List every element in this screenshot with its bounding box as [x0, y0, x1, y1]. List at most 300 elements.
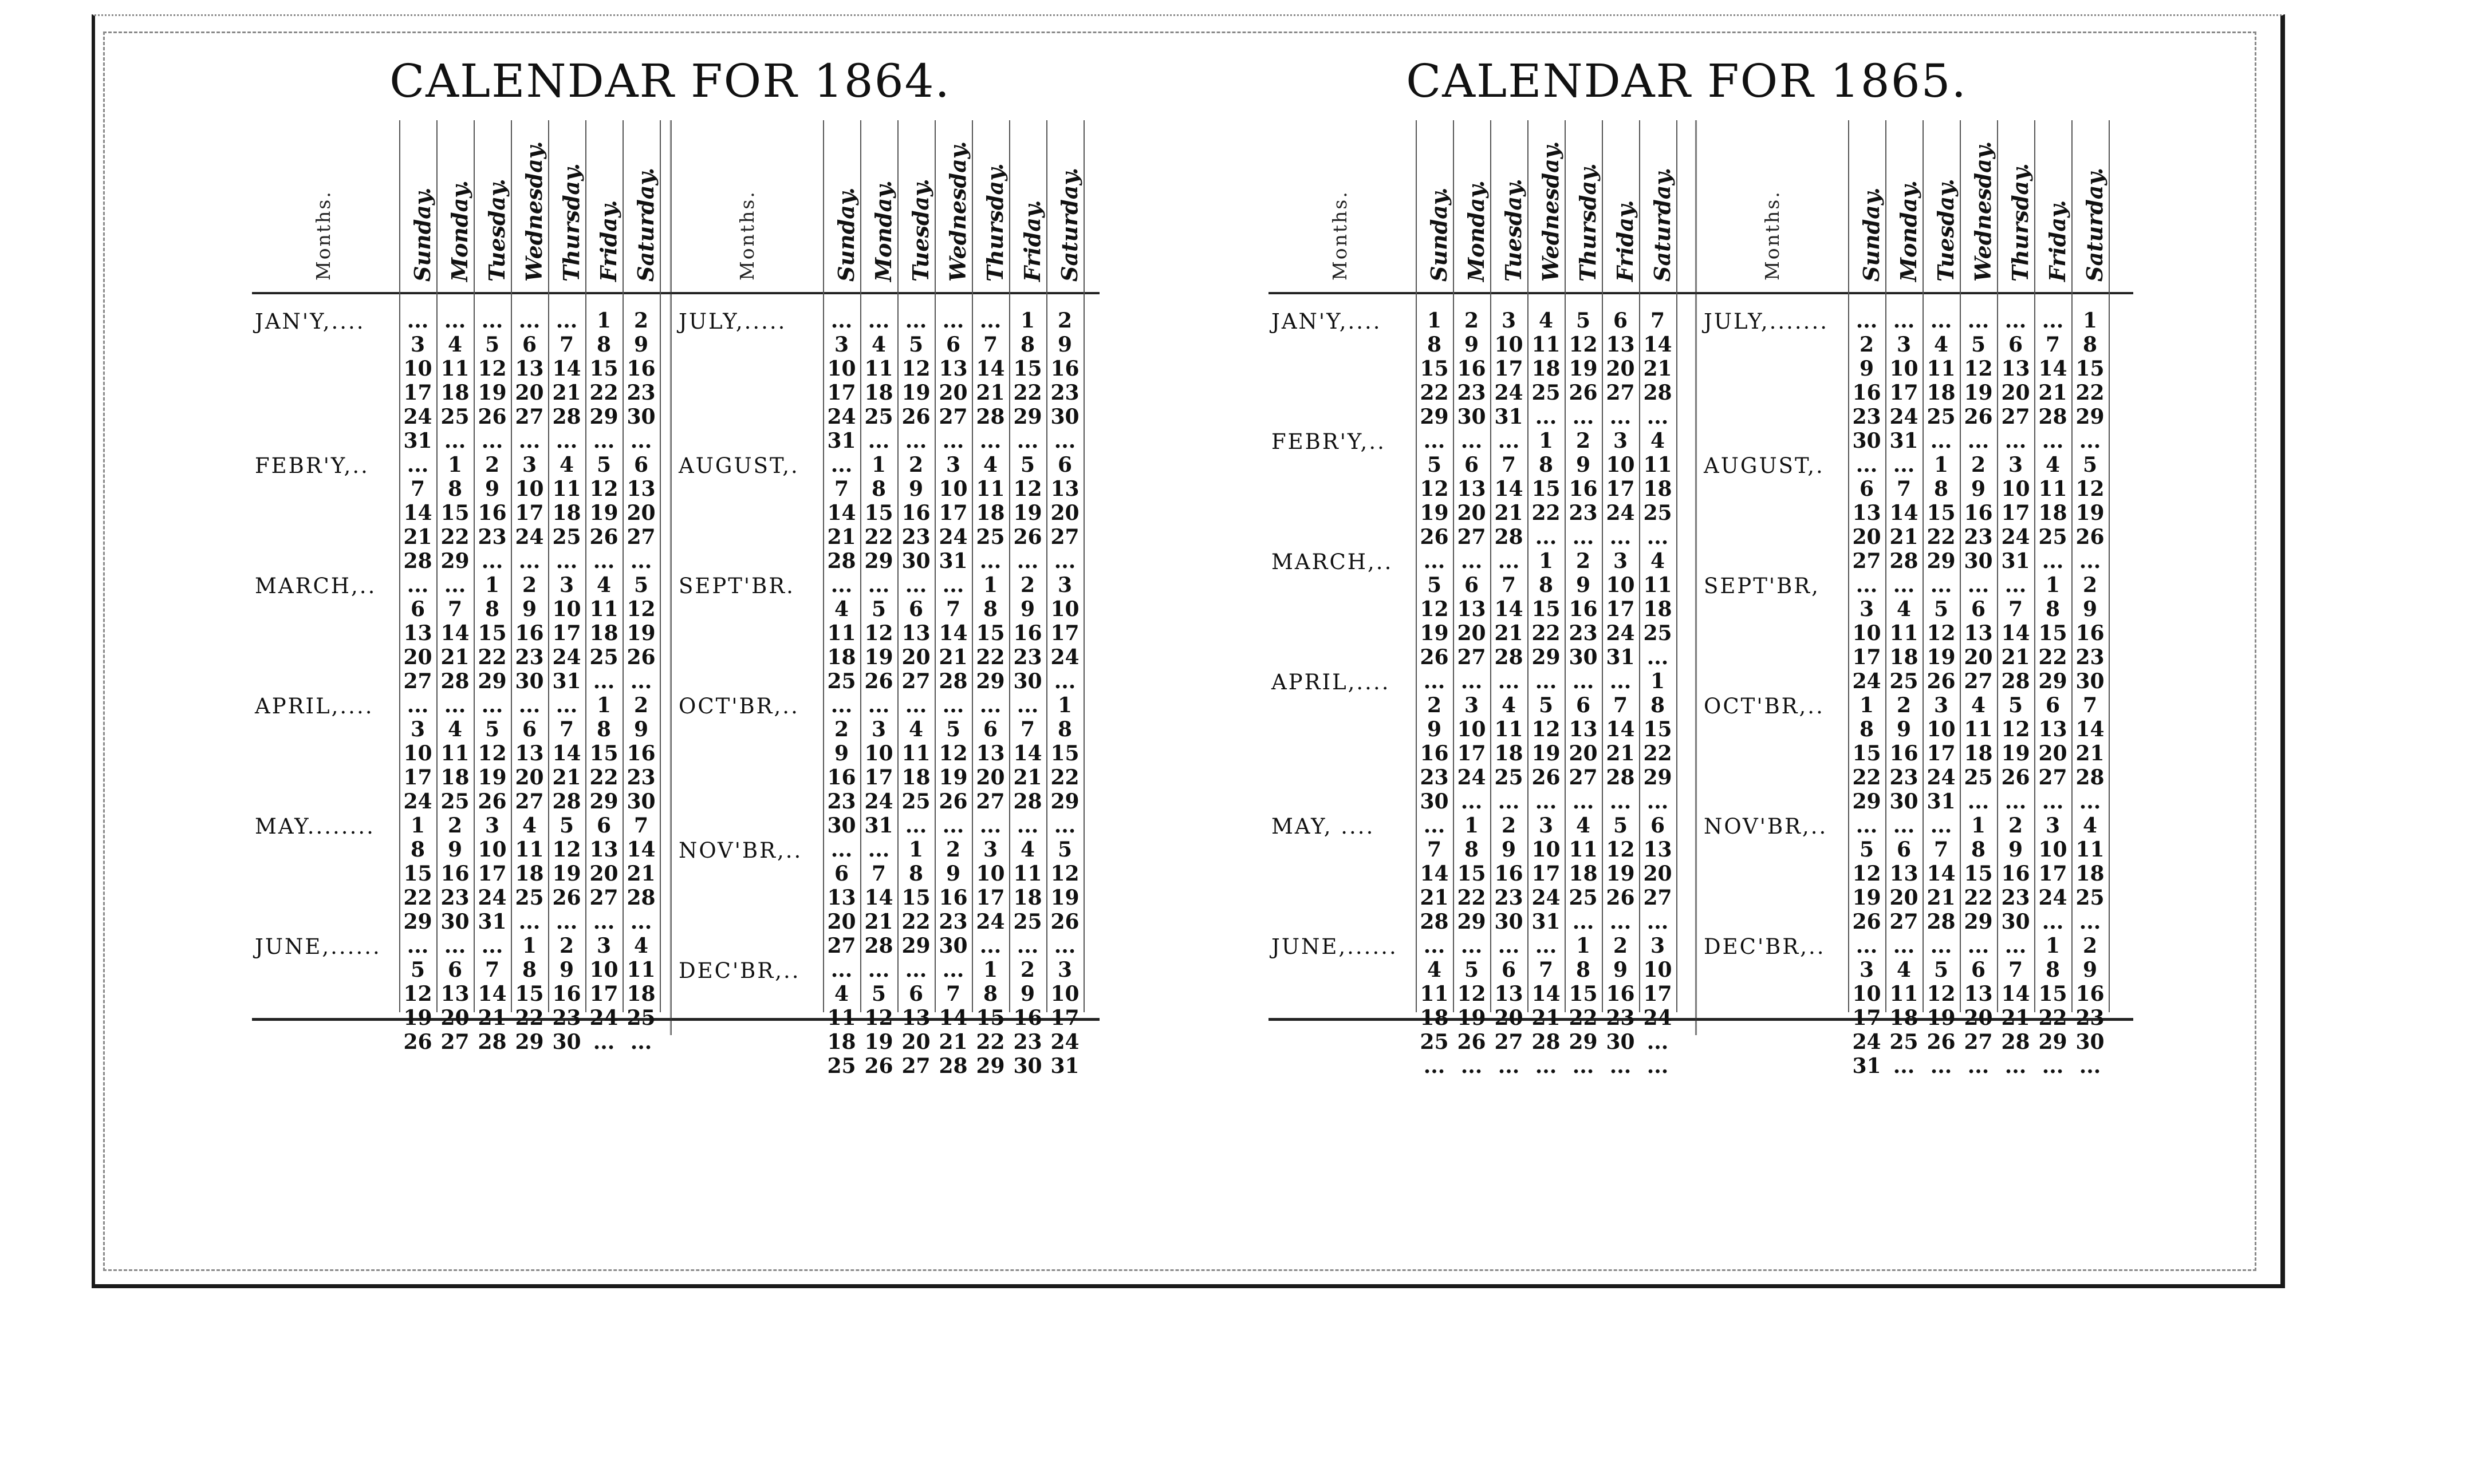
day-cell: 26: [1457, 1030, 1486, 1054]
day-cell: 13: [1494, 982, 1523, 1006]
day-cell: ...: [481, 549, 503, 573]
day-cell: 24: [827, 405, 856, 429]
day-cell: ...: [1856, 814, 1878, 838]
day-cell: 7: [633, 814, 649, 838]
day-cell: 27: [939, 405, 968, 429]
day-cell: 26: [1013, 525, 1042, 549]
day-cell: 7: [559, 333, 574, 357]
day-cell: ...: [1609, 790, 1632, 814]
day-cell: 17: [1050, 1006, 1080, 1030]
day-cell: 22: [864, 525, 893, 549]
day-cell: 10: [1050, 982, 1080, 1006]
day-cell: 2: [1464, 309, 1479, 333]
day-cell: 3: [1859, 958, 1874, 982]
day-cell: 23: [1457, 381, 1486, 405]
column-divider: [1084, 120, 1085, 1012]
day-cell: ...: [1572, 525, 1594, 549]
day-cell: 31: [552, 669, 581, 693]
day-cell: 15: [1420, 357, 1449, 381]
day-cell: 22: [589, 381, 618, 405]
day-header: Monday.: [447, 180, 472, 282]
day-cell: 18: [1494, 741, 1523, 765]
day-cell: 5: [1538, 693, 1554, 717]
day-cell: ...: [2042, 309, 2064, 333]
day-cell: ...: [1967, 790, 1990, 814]
day-cell: 25: [1494, 765, 1523, 790]
day-cell: 7: [1933, 838, 1949, 862]
day-cell: ...: [1535, 790, 1557, 814]
day-cell: 28: [552, 790, 581, 814]
day-cell: 28: [1889, 549, 1918, 573]
day-cell: 1: [447, 453, 463, 477]
day-cell: 11: [1494, 717, 1523, 741]
day-cell: 10: [939, 477, 968, 501]
day-cell: 21: [1494, 621, 1523, 645]
day-cell: 25: [1889, 669, 1918, 693]
day-cell: 1: [410, 814, 426, 838]
day-cell: 24: [1606, 501, 1635, 525]
day-cell: 31: [1606, 645, 1635, 669]
day-cell: 24: [552, 645, 581, 669]
day-cell: 25: [627, 1006, 656, 1030]
day-cell: ...: [942, 573, 964, 597]
day-cell: 6: [1057, 453, 1073, 477]
day-cell: 25: [515, 886, 544, 910]
day-cell: 12: [1606, 838, 1635, 862]
day-cell: 2: [1613, 934, 1628, 958]
day-cell: ...: [1054, 934, 1076, 958]
day-cell: 4: [447, 717, 463, 741]
day-cell: 19: [478, 381, 507, 405]
day-cell: 14: [939, 1006, 968, 1030]
day-cell: ...: [630, 429, 652, 453]
day-cell: 2: [633, 309, 649, 333]
day-cell: 30: [827, 814, 856, 838]
day-cell: 10: [1889, 357, 1918, 381]
day-cell: 27: [1889, 910, 1918, 934]
day-cell: 20: [1964, 645, 1993, 669]
day-cell: 9: [834, 741, 849, 765]
day-cell: 19: [1420, 621, 1449, 645]
day-cell: 31: [1531, 910, 1561, 934]
month-name: DEC'BR,..: [1704, 934, 1826, 959]
day-cell: 11: [440, 357, 470, 381]
day-cell: 10: [552, 597, 581, 621]
day-cell: ...: [1967, 934, 1990, 958]
day-cell: 1: [1057, 693, 1073, 717]
day-cell: 6: [1650, 814, 1665, 838]
day-cell: 9: [1575, 453, 1591, 477]
day-cell: ...: [979, 693, 1002, 717]
day-cell: 20: [2038, 741, 2067, 765]
day-cell: 5: [1933, 597, 1949, 621]
day-cell: 3: [983, 838, 998, 862]
day-cell: 17: [939, 501, 968, 525]
day-cell: 8: [2045, 597, 2061, 621]
day-cell: 12: [864, 621, 893, 645]
day-cell: 24: [1050, 645, 1080, 669]
day-cell: 12: [627, 597, 656, 621]
day-cell: 23: [2075, 1006, 2105, 1030]
day-header: Monday.: [1896, 180, 1921, 282]
day-cell: 11: [1643, 573, 1672, 597]
day-cell: 22: [976, 1030, 1005, 1054]
day-cell: 12: [1050, 862, 1080, 886]
month-name: MARCH,..: [255, 574, 377, 598]
day-cell: 25: [2075, 886, 2105, 910]
day-cell: ...: [2004, 573, 2027, 597]
day-cell: 27: [976, 790, 1005, 814]
month-name: MAY, ....: [1271, 814, 1375, 839]
day-cell: ...: [979, 429, 1002, 453]
day-cell: 27: [1494, 1030, 1523, 1054]
day-cell: 20: [1643, 862, 1672, 886]
half-separator: [670, 120, 672, 1035]
day-cell: ...: [1535, 405, 1557, 429]
day-cell: 16: [2075, 982, 2105, 1006]
day-cell: 30: [627, 790, 656, 814]
day-cell: 7: [1613, 693, 1628, 717]
day-cell: 11: [827, 1006, 856, 1030]
day-cell: 8: [1464, 838, 1479, 862]
day-header: Sunday.: [833, 187, 859, 282]
day-cell: 22: [440, 525, 470, 549]
day-cell: 1: [2045, 934, 2061, 958]
day-cell: 9: [1896, 717, 1912, 741]
day-cell: 13: [403, 621, 432, 645]
day-cell: 21: [1494, 501, 1523, 525]
day-cell: 7: [946, 597, 961, 621]
day-cell: 12: [1964, 357, 1993, 381]
day-cell: 14: [478, 982, 507, 1006]
day-header: Tuesday.: [908, 178, 933, 282]
day-cell: 17: [1050, 621, 1080, 645]
month-name: JULY,.......: [1704, 309, 1829, 334]
day-cell: 4: [983, 453, 998, 477]
day-cell: 25: [1569, 886, 1598, 910]
day-header: Monday.: [870, 180, 896, 282]
day-cell: 3: [1650, 934, 1665, 958]
day-cell: 22: [1013, 381, 1042, 405]
day-cell: 23: [627, 765, 656, 790]
day-cell: 17: [552, 621, 581, 645]
day-cell: 22: [589, 765, 618, 790]
day-cell: 4: [908, 717, 924, 741]
day-cell: ...: [868, 309, 890, 333]
day-cell: 21: [2001, 1006, 2030, 1030]
day-cell: 26: [1420, 645, 1449, 669]
day-cell: 5: [1933, 958, 1949, 982]
day-cell: 10: [1852, 982, 1881, 1006]
day-cell: ...: [942, 814, 964, 838]
day-cell: ...: [1054, 429, 1076, 453]
day-cell: ...: [1017, 693, 1039, 717]
day-cell: 11: [864, 357, 893, 381]
day-cell: 13: [827, 886, 856, 910]
day-cell: 21: [1927, 886, 1956, 910]
day-cell: ...: [1646, 790, 1669, 814]
day-cell: 19: [627, 621, 656, 645]
day-cell: ...: [630, 669, 652, 693]
day-cell: 18: [552, 501, 581, 525]
day-cell: 19: [864, 645, 893, 669]
day-cell: 1: [983, 573, 998, 597]
day-cell: 15: [1013, 357, 1042, 381]
day-cell: 26: [864, 1054, 893, 1078]
day-cell: 4: [1896, 958, 1912, 982]
day-cell: 12: [1457, 982, 1486, 1006]
day-cell: 17: [1606, 477, 1635, 501]
day-cell: 3: [596, 934, 612, 958]
day-cell: ...: [1423, 814, 1445, 838]
day-cell: 9: [1057, 333, 1073, 357]
day-cell: 8: [1538, 573, 1554, 597]
day-cell: 4: [2082, 814, 2098, 838]
day-cell: 29: [403, 910, 432, 934]
day-cell: 27: [515, 790, 544, 814]
day-cell: 16: [552, 982, 581, 1006]
day-cell: 9: [1971, 477, 1986, 501]
day-cell: ...: [481, 934, 503, 958]
day-cell: 1: [983, 958, 998, 982]
day-cell: 29: [1852, 790, 1881, 814]
day-cell: ...: [905, 573, 927, 597]
day-cell: 19: [1606, 862, 1635, 886]
day-cell: 14: [1494, 477, 1523, 501]
day-cell: 18: [1643, 477, 1672, 501]
day-cell: 14: [552, 741, 581, 765]
day-cell: 22: [478, 645, 507, 669]
day-cell: 8: [983, 982, 998, 1006]
day-cell: 11: [1643, 453, 1672, 477]
day-cell: 29: [2075, 405, 2105, 429]
day-cell: 30: [1420, 790, 1449, 814]
day-cell: 4: [1427, 958, 1442, 982]
day-cell: 6: [2008, 333, 2023, 357]
day-cell: ...: [1893, 309, 1915, 333]
day-cell: 31: [864, 814, 893, 838]
day-cell: 4: [1538, 309, 1554, 333]
day-cell: 6: [908, 982, 924, 1006]
day-cell: 26: [1927, 1030, 1956, 1054]
day-cell: 17: [403, 765, 432, 790]
day-cell: 13: [1457, 597, 1486, 621]
day-cell: 29: [440, 549, 470, 573]
day-cell: 16: [1013, 1006, 1042, 1030]
day-cell: 17: [1852, 645, 1881, 669]
day-cell: 22: [515, 1006, 544, 1030]
day-cell: 25: [1889, 1030, 1918, 1054]
day-cell: 22: [901, 910, 931, 934]
day-cell: ...: [1930, 1054, 1952, 1078]
day-cell: 30: [1889, 790, 1918, 814]
day-cell: 13: [1457, 477, 1486, 501]
day-cell: 4: [1575, 814, 1591, 838]
day-cell: 3: [522, 453, 537, 477]
day-cell: 30: [1013, 1054, 1042, 1078]
day-cell: 2: [1575, 549, 1591, 573]
day-cell: 7: [447, 597, 463, 621]
day-cell: 9: [1501, 838, 1516, 862]
day-cell: 3: [484, 814, 500, 838]
day-cell: 16: [1569, 477, 1598, 501]
day-cell: 19: [552, 862, 581, 886]
day-cell: 6: [1464, 573, 1479, 597]
day-cell: 29: [1964, 910, 1993, 934]
day-cell: 2: [946, 838, 961, 862]
day-cell: 10: [515, 477, 544, 501]
day-cell: ...: [979, 934, 1002, 958]
day-cell: 29: [478, 669, 507, 693]
day-cell: 26: [478, 405, 507, 429]
day-cell: ...: [2079, 790, 2101, 814]
day-cell: 29: [976, 1054, 1005, 1078]
day-cell: ...: [1856, 934, 1878, 958]
day-cell: 4: [522, 814, 537, 838]
day-cell: 16: [1606, 982, 1635, 1006]
day-cell: 10: [403, 357, 432, 381]
day-cell: 14: [1889, 501, 1918, 525]
day-cell: 23: [901, 525, 931, 549]
day-cell: 9: [2082, 958, 2098, 982]
day-cell: 11: [1569, 838, 1598, 862]
day-cell: 2: [1501, 814, 1516, 838]
day-cell: 18: [440, 381, 470, 405]
day-cell: 27: [1457, 525, 1486, 549]
day-cell: ...: [556, 549, 578, 573]
day-cell: ...: [1535, 525, 1557, 549]
day-cell: 6: [1971, 958, 1986, 982]
day-cell: ...: [518, 693, 541, 717]
day-cell: 21: [1531, 1006, 1561, 1030]
day-cell: 13: [440, 982, 470, 1006]
day-cell: 8: [871, 477, 887, 501]
day-cell: 10: [1852, 621, 1881, 645]
day-cell: ...: [1572, 669, 1594, 693]
day-cell: 24: [864, 790, 893, 814]
day-cell: 26: [403, 1030, 432, 1054]
day-cell: 24: [976, 910, 1005, 934]
day-cell: 3: [559, 573, 574, 597]
day-cell: ...: [444, 429, 466, 453]
day-cell: 31: [827, 429, 856, 453]
day-cell: 26: [1927, 669, 1956, 693]
day-cell: 10: [827, 357, 856, 381]
month-name: JUNE,......: [255, 934, 381, 959]
day-cell: ...: [1423, 549, 1445, 573]
day-cell: 11: [2075, 838, 2105, 862]
day-cell: 11: [1420, 982, 1449, 1006]
day-cell: 8: [522, 958, 537, 982]
day-cell: 14: [827, 501, 856, 525]
month-name: AUGUST,.: [679, 453, 799, 478]
day-cell: 31: [1050, 1054, 1080, 1078]
day-cell: ...: [481, 309, 503, 333]
day-cell: 21: [440, 645, 470, 669]
month-name: OCT'BR,..: [679, 694, 799, 719]
day-cell: 24: [403, 405, 432, 429]
day-cell: 14: [403, 501, 432, 525]
day-cell: 28: [627, 886, 656, 910]
day-cell: 8: [1538, 453, 1554, 477]
day-cell: 17: [403, 381, 432, 405]
day-cell: 29: [589, 790, 618, 814]
day-cell: 23: [1606, 1006, 1635, 1030]
day-cell: 27: [440, 1030, 470, 1054]
day-cell: ...: [1930, 573, 1952, 597]
day-cell: 2: [2082, 573, 2098, 597]
day-cell: 2: [1057, 309, 1073, 333]
day-cell: 29: [1420, 405, 1449, 429]
day-cell: 8: [1575, 958, 1591, 982]
day-cell: 10: [589, 958, 618, 982]
day-cell: ...: [1856, 573, 1878, 597]
day-cell: ...: [905, 309, 927, 333]
day-cell: 22: [1050, 765, 1080, 790]
day-cell: 4: [1650, 549, 1665, 573]
day-cell: 2: [834, 717, 849, 741]
day-cell: ...: [2004, 309, 2027, 333]
day-cell: 6: [1575, 693, 1591, 717]
day-cell: 18: [589, 621, 618, 645]
day-cell: 3: [1613, 429, 1628, 453]
day-cell: 26: [478, 790, 507, 814]
day-cell: 26: [1050, 910, 1080, 934]
day-cell: 21: [1606, 741, 1635, 765]
day-cell: 8: [1650, 693, 1665, 717]
day-cell: 13: [901, 621, 931, 645]
day-cell: ...: [1930, 429, 1952, 453]
day-cell: 22: [403, 886, 432, 910]
day-header: Monday.: [1463, 180, 1489, 282]
day-cell: 22: [2038, 645, 2067, 669]
day-cell: 20: [589, 862, 618, 886]
day-cell: ...: [868, 838, 890, 862]
day-cell: 31: [1927, 790, 1956, 814]
day-cell: 20: [976, 765, 1005, 790]
column-divider: [2109, 120, 2110, 1012]
day-cell: 26: [1964, 405, 1993, 429]
day-cell: 29: [1569, 1030, 1598, 1054]
day-cell: 18: [1964, 741, 1993, 765]
day-cell: ...: [1967, 429, 1990, 453]
day-cell: 5: [1859, 838, 1874, 862]
day-cell: 20: [1457, 621, 1486, 645]
day-cell: 4: [834, 982, 849, 1006]
day-cell: 10: [976, 862, 1005, 886]
day-cell: 8: [1057, 717, 1073, 741]
day-cell: ...: [1535, 934, 1557, 958]
day-cell: ...: [1535, 669, 1557, 693]
day-cell: 23: [1494, 886, 1523, 910]
day-cell: 26: [1569, 381, 1598, 405]
day-cell: 19: [901, 381, 931, 405]
day-cell: 23: [627, 381, 656, 405]
day-cell: 5: [1575, 309, 1591, 333]
months-header: Months.: [1329, 190, 1351, 281]
day-cell: ...: [1893, 573, 1915, 597]
day-cell: 7: [2008, 958, 2023, 982]
day-cell: ...: [593, 910, 615, 934]
day-cell: ...: [2042, 549, 2064, 573]
day-cell: 8: [410, 838, 426, 862]
day-cell: 6: [1971, 597, 1986, 621]
day-cell: 5: [1020, 453, 1035, 477]
day-cell: 28: [552, 405, 581, 429]
day-cell: 5: [1971, 333, 1986, 357]
day-cell: 18: [1569, 862, 1598, 886]
day-cell: 5: [871, 982, 887, 1006]
